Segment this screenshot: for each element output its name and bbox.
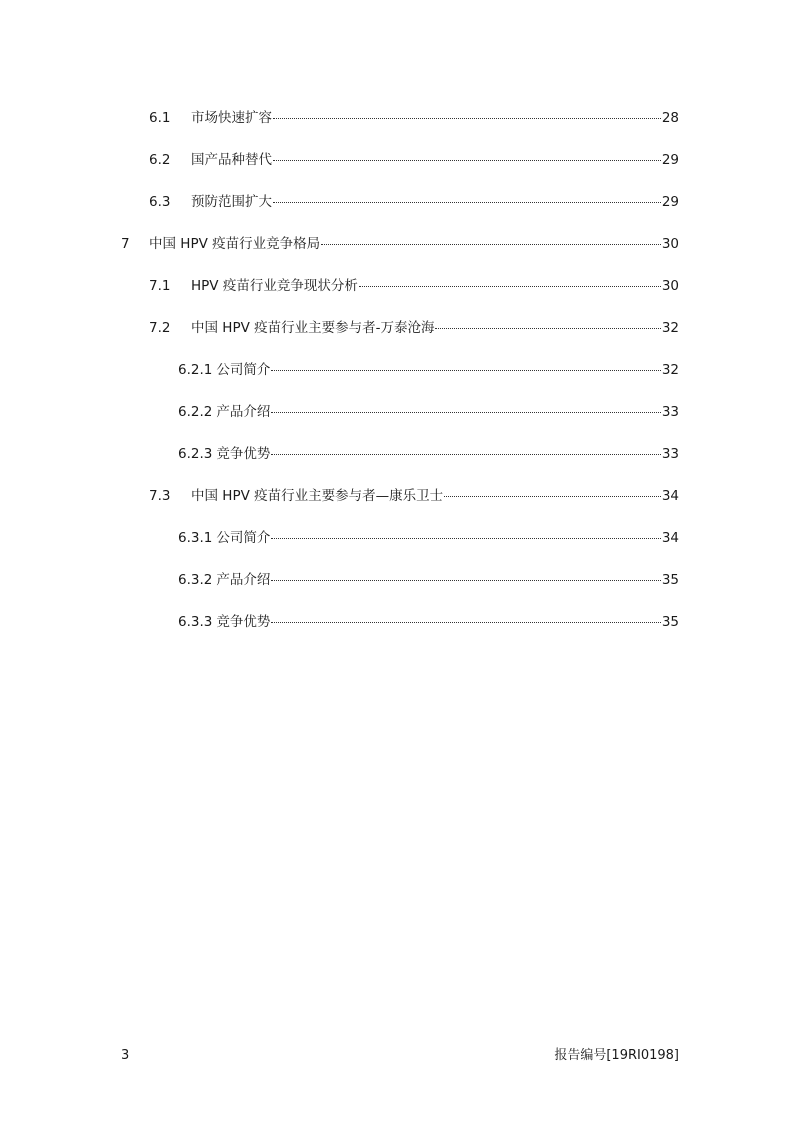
toc-entry-7-3[interactable] [149,486,679,506]
toc-entry-page: 32 [661,362,679,378]
toc-entry-title: 国产品种替代 [191,152,272,168]
toc-entry-page: 33 [661,446,679,462]
toc-leader-dots [321,244,661,245]
toc-entry-6-2-1[interactable] [178,360,679,380]
toc-entry-title: 中国 HPV 疫苗行业主要参与者—康乐卫士 [191,488,444,504]
toc-entry-6-2[interactable] [149,150,679,170]
toc-entry-title: 市场快速扩容 [191,110,272,126]
toc-entry-title: 公司简介 [216,530,271,546]
toc-entry-title: 中国 HPV 疫苗行业竞争格局 [149,236,321,252]
toc-entry-number: 6.3 [149,194,171,210]
toc-entry-title: 预防范围扩大 [191,194,272,210]
toc-entry-number: 7.2 [149,320,171,336]
toc-entry-number: 7.3 [149,488,171,504]
toc-entry-6-2-2[interactable] [178,402,679,422]
toc-entry-title: 产品介绍 [216,404,271,420]
toc-entry-7-1[interactable] [149,276,679,296]
toc-entry-number: 6.1 [149,110,171,126]
toc-entry-page: 34 [661,530,679,546]
toc-entry-number: 6.3.3 [178,614,213,630]
toc-entry-page: 34 [661,488,679,504]
toc-leader-dots [271,412,660,413]
toc-leader-dots [271,580,660,581]
toc-entry-number: 6.2.2 [178,404,213,420]
toc-entry-page: 30 [661,236,679,252]
toc-leader-dots [359,286,661,287]
toc-leader-dots [271,370,660,371]
toc-entry-title: 产品介绍 [216,572,271,588]
report-code: 报告编号[19RI0198] [554,1048,679,1063]
toc-leader-dots [273,160,661,161]
toc-entry-number: 7 [121,236,130,252]
toc-entry-number: 6.3.2 [178,572,213,588]
toc-entry-title: HPV 疫苗行业竞争现状分析 [191,278,358,294]
page-footer [121,1046,679,1066]
toc-entry-7-2[interactable] [149,318,679,338]
toc-entry-number: 6.2.1 [178,362,213,378]
toc-entry-page: 33 [661,404,679,420]
toc-leader-dots [435,328,660,329]
toc-leader-dots [271,454,660,455]
toc-leader-dots [271,622,660,623]
toc-entry-6-3[interactable] [149,192,679,212]
toc-entry-number: 6.2.3 [178,446,213,462]
toc-entry-title: 公司简介 [216,362,271,378]
toc-entry-title: 竞争优势 [216,446,271,462]
toc-entry-6-3-2[interactable] [178,570,679,590]
toc-leader-dots [444,496,661,497]
toc-entry-page: 29 [661,152,679,168]
toc-leader-dots [273,118,661,119]
toc-entry-page: 35 [661,614,679,630]
page-number: 3 [121,1048,130,1063]
toc-entry-6-2-3[interactable] [178,444,679,464]
toc-entry-page: 28 [661,110,679,126]
toc-entry-page: 29 [661,194,679,210]
toc-entry-page: 32 [661,320,679,336]
toc-leader-dots [271,538,660,539]
toc-entry-number: 6.2 [149,152,171,168]
toc-entry-page: 35 [661,572,679,588]
toc-entry-title: 竞争优势 [216,614,271,630]
toc-entry-6-3-1[interactable] [178,528,679,548]
toc-leader-dots [273,202,661,203]
toc-entry-title: 中国 HPV 疫苗行业主要参与者-万泰沧海 [191,320,435,336]
toc-entry-7[interactable] [121,234,679,254]
toc-entry-page: 30 [661,278,679,294]
toc-entry-number: 7.1 [149,278,171,294]
toc-entry-6-3-3[interactable] [178,612,679,632]
toc-entry-number: 6.3.1 [178,530,213,546]
toc-entry-6-1[interactable] [149,108,679,128]
